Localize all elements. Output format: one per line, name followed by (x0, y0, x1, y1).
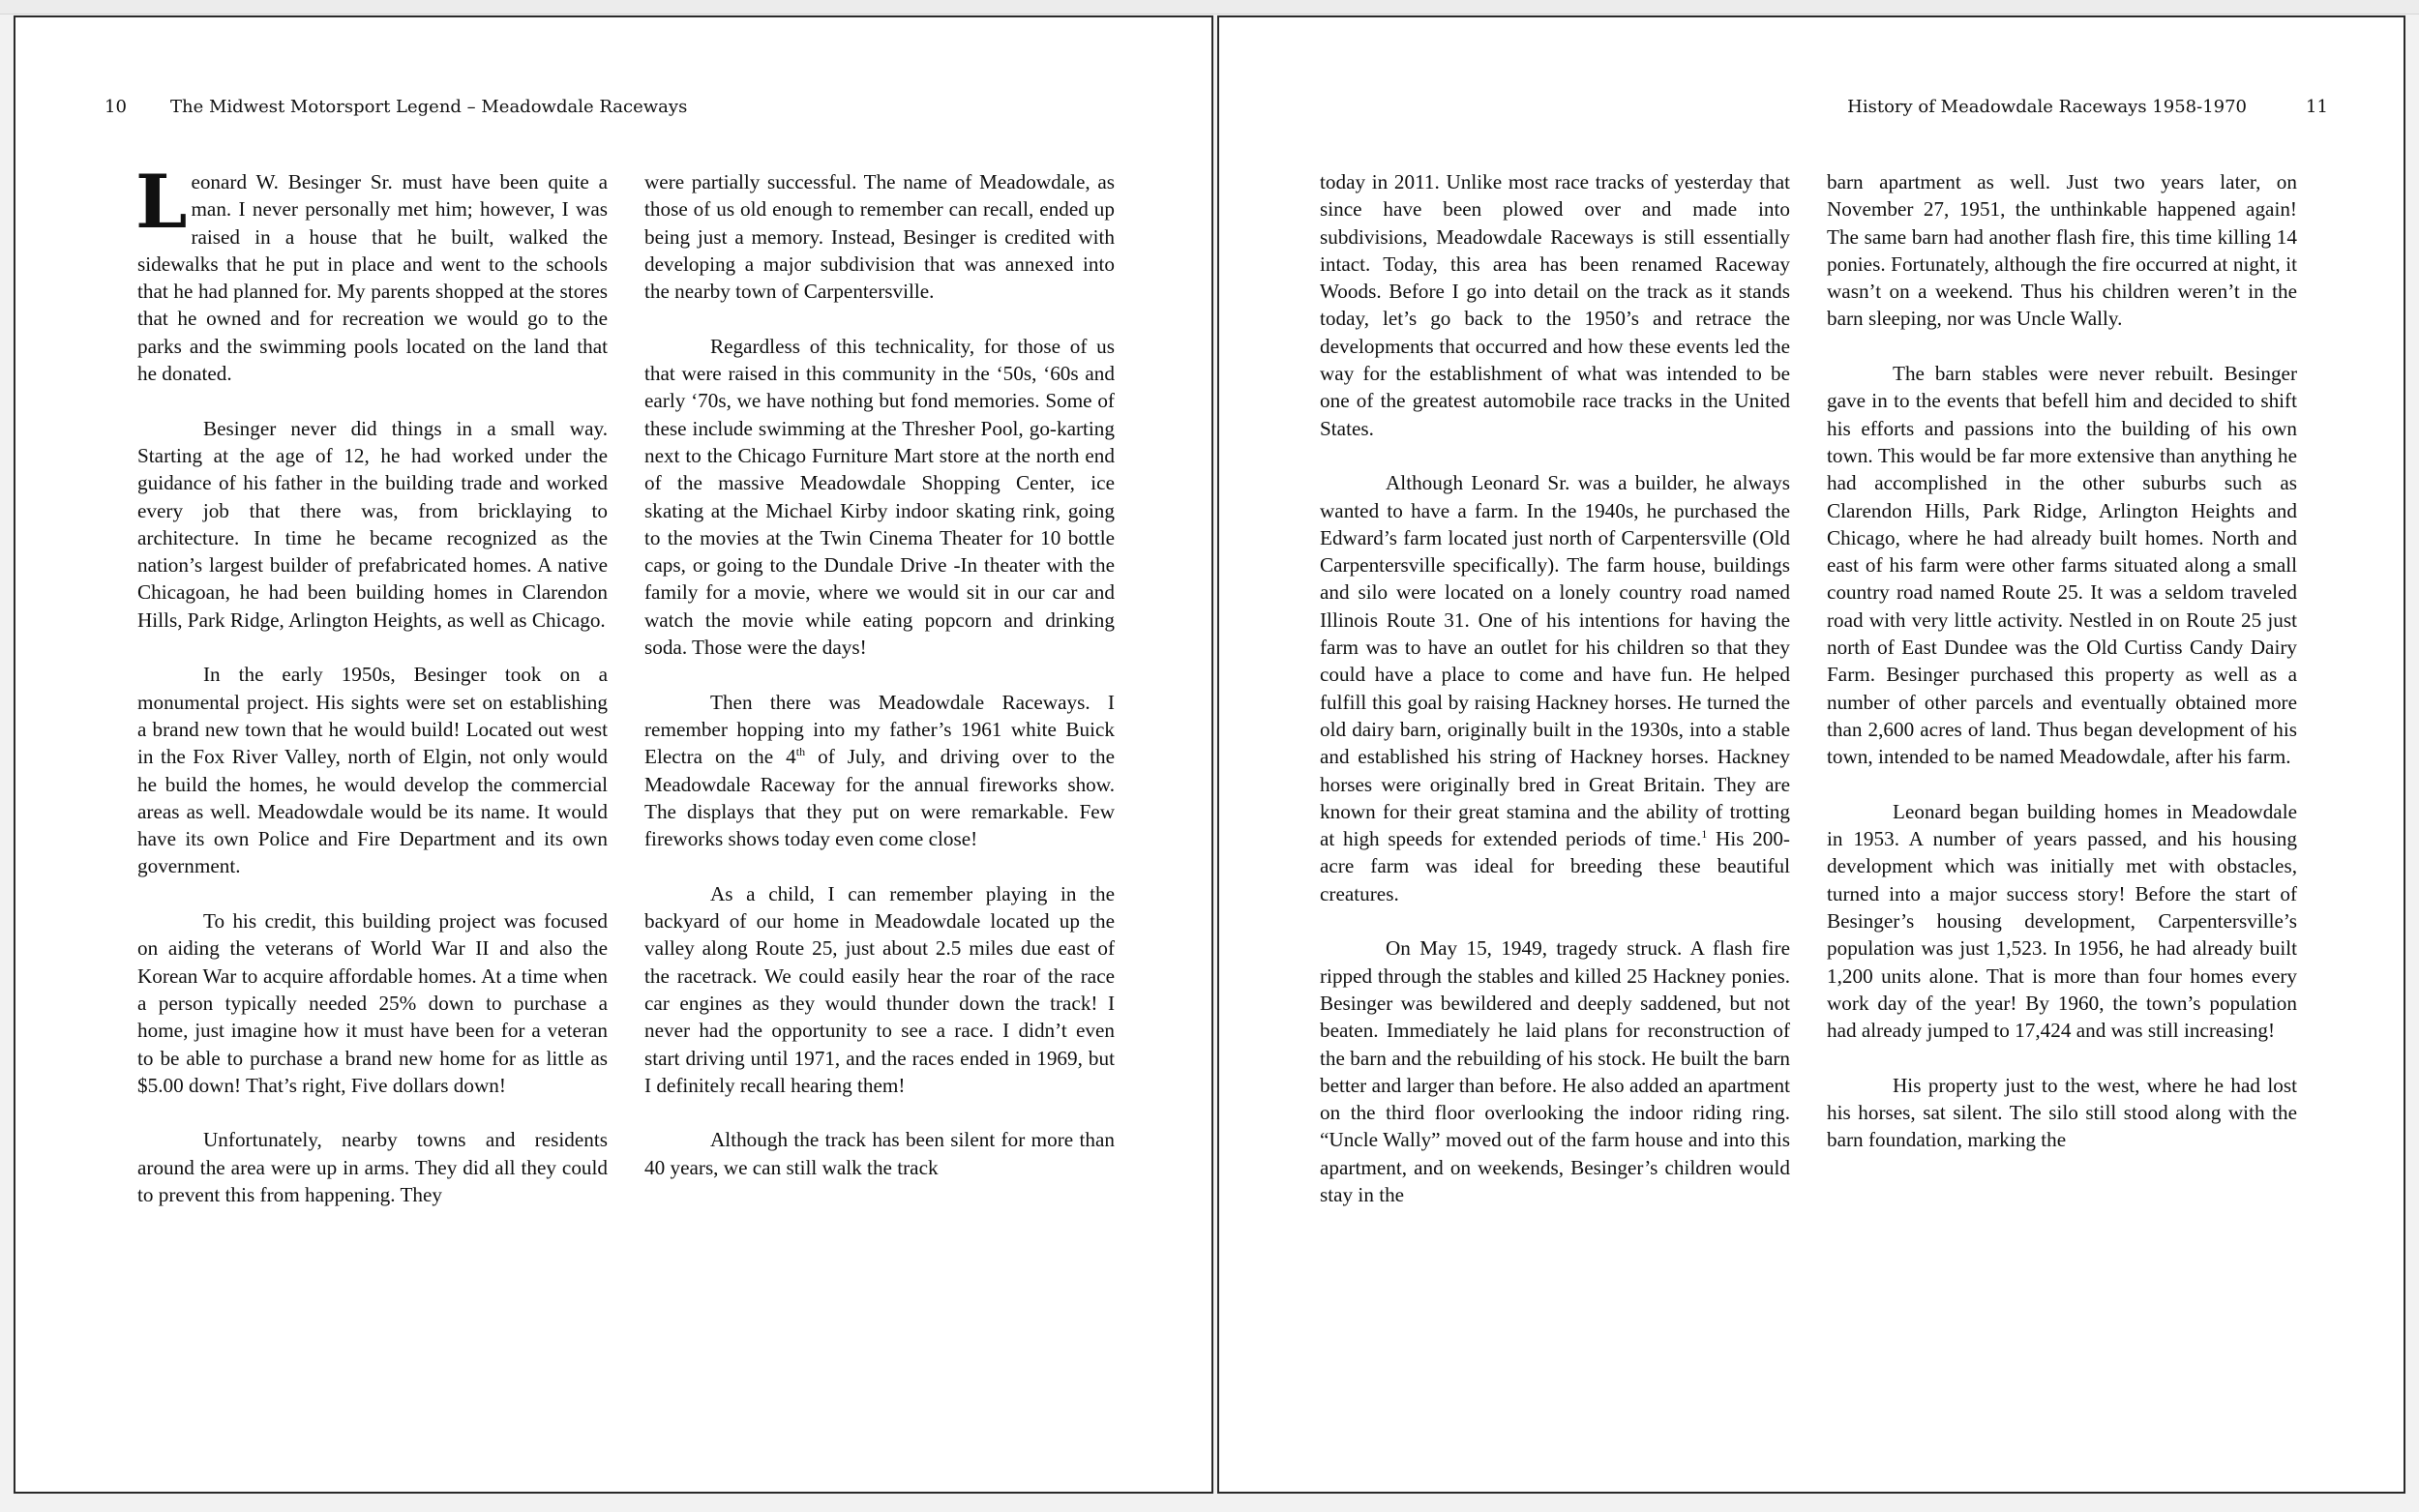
paragraph: As a child, I can remember playing in the backyard of our home in Meadowdale located up the valley along Route 25, just about 2.5 miles due east of the racetrack. We could easily hear the roar of the race car engines as they would thunder down the track! I never had the opportunity to see a race. I didn’t even start driving until 1971, and the races ended in 1969, but I definitely recall hearing them! (644, 881, 1115, 1097)
paragraph: The barn stables were never rebuilt. Besinger gave in to the events that befell him and decided to shift his efforts and passions into the building of his own town. This would be far more extensive than anything he had accomplished in the other suburbs such as Clarendon Hills, Park Ridge, Arlington Heights and Chicago, where he had already built homes. North and east of his farm were other farms situated along a small country road named Route 25. It was a seldom traveled road with very little activity. Nestled in on Route 25 just north of East Dundee was the Old Curtiss Candy Dairy Farm. Besinger purchased this property as well as a number of other parcels and eventually obtained more than 2,600 acres of land. Thus began development of his town, intended to be named Meadowdale, after his farm. (1827, 362, 2297, 769)
right-page (1217, 15, 2405, 1494)
superscript: th (795, 745, 806, 759)
viewer-top-strip (0, 0, 2419, 15)
paragraph: were partially successful. The name of Meadowdale, as those of us old enough to remember can recall, ended up being just a memory. Instead, Besinger is credited with developing a major subdivision that was annexed into the nearby town of Carpentersville. (644, 170, 1115, 304)
paragraph: Leonard began building homes in Meadowdale in 1953. A number of years passed, and his housing development which was initially met with obstacles, turned into a major success story! Before the start of Besinger’s housing development, Carpentersville’s population was just 1,523. In 1956, he had already built 1,200 units alone. That is more than four homes every work day of the year! By 1960, the town’s population had already jumped to 17,424 and was still increasing! (1827, 799, 2297, 1043)
right-page-column-1 (1320, 168, 1790, 1236)
paragraph: On May 15, 1949, tragedy struck. A flash fire ripped through the stables and killed 25 Hackney ponies. Besinger was bewildered and deeply saddened, but not beaten. Immediately he laid plans for reconstruction of the barn and the rebuilding of his stock. He built the barn better and larger than before. He also added an apartment on the third floor overlooking the indoor riding ring. “Uncle Wally” moved out of the farm house and into this apartment, and on weekends, Besinger’s children would stay in the (1320, 936, 1790, 1206)
left-page-column-1 (135, 159, 608, 1236)
paragraph: Unfortunately, nearby towns and residents around the area were up in arms. They did all they could to prevent this from happening. They (137, 1128, 608, 1206)
paragraph: Besinger never did things in a small way. Starting at the age of 12, he had worked under the guidance of his father in the building trade and worked every job that there was, from bricklaying to architecture. In time he became recognized as the nation’s largest builder of prefabricated homes. A native Chicagoan, he had been building homes in Clarendon Hills, Park Ridge, Arlington Heights, as well as Chicago. (137, 416, 608, 632)
paragraph-text: Although Leonard Sr. was a builder, he always wanted to have a farm. In the 1940s, he purchased the Edward’s farm located just north of Carpentersville (Old Carpentersville specifically). The farm house, buildings and silo were located on a lonely country road named Illinois Route 31. One of his intentions for having the farm was to have an outlet for his children so that they could have a place to come and have fun. He helped fulfill this goal by raising Hackney horses. He turned the old dairy barn, originally built in the 1930s, into a stable and established his string of Hackney horses. Hackney horses were originally bred in Great Britain. They are known for their great stamina and the ability of trotting at high speeds for extended periods of time. (1320, 471, 1790, 851)
drop-cap: L (135, 159, 188, 245)
page-number-left: 10 (105, 97, 127, 117)
paragraph (135, 159, 608, 387)
paragraph: barn apartment as well. Just two years later, on November 27, 1951, the unthinkable happened again! The same barn had another flash fire, this time killing 14 ponies. Fortunately, although the fire occurred at night, it wasn’t on a weekend. Thus his children weren’t in the barn sleeping, nor was Uncle Wally. (1827, 170, 2297, 331)
footnote-marker: 1 (1701, 827, 1708, 842)
paragraph: Regardless of this technicality, for those of us that were raised in this community in the ‘50s, ‘60s and early ‘70s, we have nothing but fond memories. Some of these include swimming at the Thresher Pool, go-karting next to the Chicago Furniture Mart store at the north end of the massive Meadowdale Shopping Center, ice skating at the Michael Kirby indoor skating rink, going to the movies at the Twin Cinema Theater for 10 bottle caps, or going to the Dundale Drive -In theater with the family for a movie, where we would sit in our car and watch the movie while eating popcorn and drinking soda. Those were the days! (644, 334, 1115, 660)
paragraph-text: Then there was Meadowdale Raceways. I remember hopping into my father’s 1961 white Buick Electra on the 4 (644, 690, 1115, 769)
paragraph-text: eonard W. Besinger Sr. must have been quite a man. I never personally met him; however, I was raised in a house that he built, walked the sidewalks that he put in place and went to the schools that he had planned for. My parents shopped at the stores that he owned and for recreation we would go to the parks and the swimming pools located on the land that he donated. (137, 170, 608, 386)
paragraph: To his credit, this building project was focused on aiding the veterans of World War II and also the Korean War to acquire affordable homes. At a time when a person typically needed 25% down to purchase a home, just imagine how it must have been for a veteran to be able to purchase a brand new home for as little as $5.00 down! That’s right, Five dollars down! (137, 909, 608, 1097)
page-number-right: 11 (2306, 97, 2328, 117)
left-page-column-2 (644, 168, 1115, 1208)
paragraph-text: His 200-acre farm was ideal for breeding these beautiful creatures. (1320, 827, 1790, 905)
paragraph: In the early 1950s, Besinger took on a monumental project. His sights were set on establishing a brand new town that he would build! Located out west in the Fox River Valley, north of Elgin, not only would he build the homes, he would develop the commercial areas as well. Meadowdale would be its name. It would have its own Police and Fire Department and its own government. (137, 663, 608, 878)
paragraph: Although the track has been silent for more than 40 years, we can still walk the track (644, 1128, 1115, 1179)
paragraph (644, 689, 1115, 853)
paragraph: today in 2011. Unlike most race tracks of yesterday that since have been plowed over and made into subdivisions, Meadowdale Raceways is still essentially intact. Today, this area has been renamed Raceway Woods. Before I go into detail on the track as it stands today, let’s go back to the 1950’s and retrace the developments that occurred and how these events led the way for the establishment of what was intended to be one of the greatest automobile race tracks in the United States. (1320, 170, 1790, 440)
paragraph: His property just to the west, where he had lost his horses, sat silent. The silo still stood along with the barn foundation, marking the (1827, 1073, 2297, 1152)
right-page-column-2 (1827, 168, 2297, 1181)
paragraph (1320, 469, 1790, 907)
left-page (14, 15, 1213, 1494)
running-head-right: History of Meadowdale Raceways 1958-1970 (1847, 97, 2247, 117)
running-head-left: The Midwest Motorsport Legend – Meadowdale Raceways (170, 97, 688, 117)
paragraph-text: of July, and driving over to the Meadowdale Raceway for the annual fireworks show. The displays that they put on were remarkable. Few fireworks shows today even come close! (644, 745, 1115, 851)
